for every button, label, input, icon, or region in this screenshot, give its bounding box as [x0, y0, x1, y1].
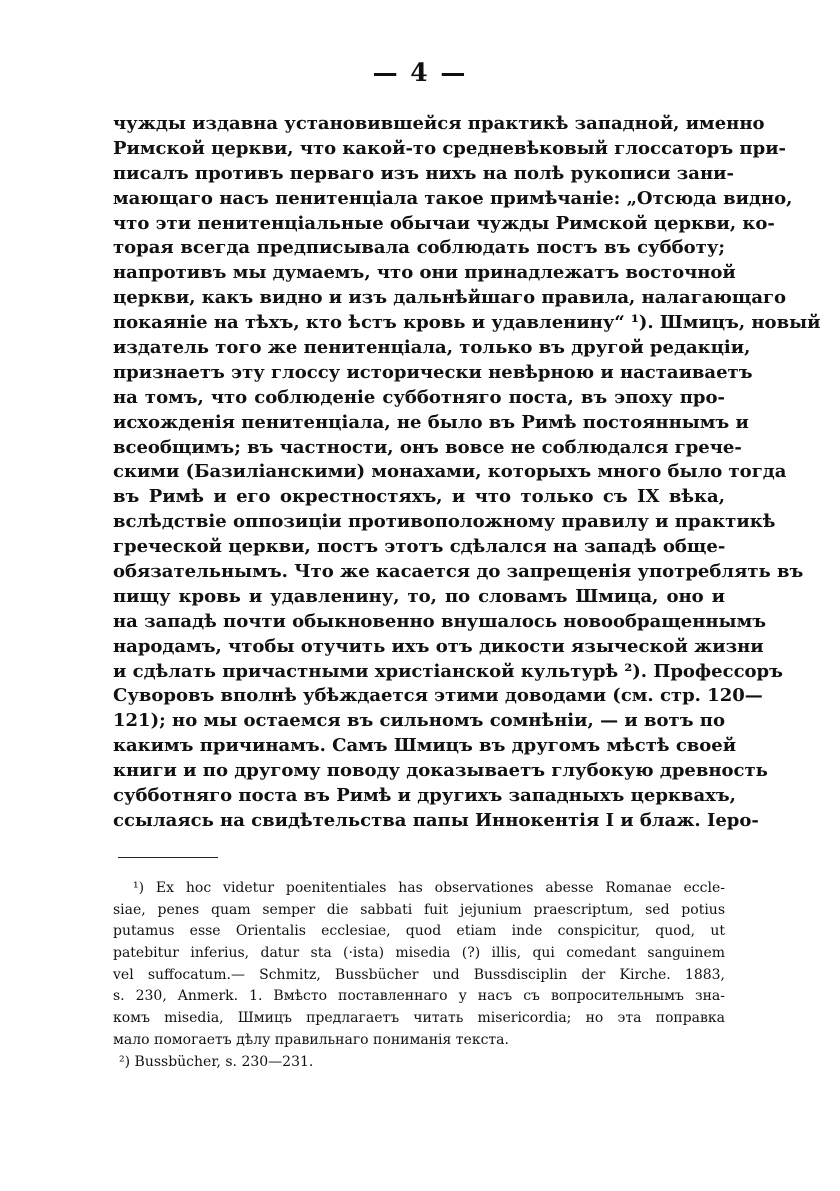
text-line: вслѣдствіе оппозиціи противоположному правилу и практикѣ — [113, 511, 776, 533]
text-line: Суворовъ вполнѣ убѣждается этими доводами (см. стр. 120— — [113, 685, 763, 707]
text-line: чужды издавна установившейся практикѣ западной, именно — [113, 113, 765, 134]
text-line: ссылаясь на свидѣтельства папы Иннокентія I и блаж. Іеро- — [113, 809, 759, 831]
text-line: мающаго насъ пенитенціала такое примѣчаніе: „Отсюда видно, — [113, 187, 793, 209]
footnote-divider — [118, 857, 218, 858]
text-line: въ Римѣ и его окрестностяхъ, и что только съ IX вѣка, — [113, 486, 725, 508]
text-line: покаяніе на тѣхъ, кто ѣстъ кровь и удавленину“ ¹). Шмицъ, новый — [113, 312, 821, 334]
footnote-1-line: ¹) Ex hoc videtur poenitentiales has observationes abesse Romanae eccle- — [133, 880, 725, 896]
text-line: какимъ причинамъ. Самъ Шмицъ въ другомъ мѣстѣ своей — [113, 735, 737, 757]
text-line: всеобщимъ; въ частности, онъ вовсе не соблюдался грече- — [113, 436, 742, 458]
text-line: признаетъ эту глоссу исторически невѣрною и настаиваетъ — [113, 361, 753, 383]
footnote-1-line: s. 230, Anmerk. 1. Вмѣсто поставленнаго у насъ съ вопросительнымъ зна- — [113, 988, 725, 1005]
text-line: народамъ, чтобы отучить ихъ отъ дикости языческой жизни — [113, 635, 764, 657]
text-line: писалъ противъ перваго изъ нихъ на полѣ рукописи зани- — [113, 162, 734, 184]
page-number: — 4 — — [372, 58, 468, 87]
text-line: 121); но мы остаемся въ сильномъ сомнѣніи, — и вотъ по — [113, 710, 725, 732]
footnote-1-line: мало помогаетъ дѣлу правильнаго пониманія текста. — [113, 1031, 509, 1048]
footnote-1-line: vel suffocatum.— Schmitz, Bussbücher und Bussdisciplin der Kirche. 1883, — [113, 966, 725, 983]
text-line: греческой церкви, постъ этотъ сдѣлался на западѣ обще- — [113, 536, 726, 558]
text-line: пищу кровь и удавленину, то, по словамъ Шмица, оно и — [113, 585, 725, 607]
text-line: Римской церкви, что какой-то средневѣковый глоссаторъ при- — [113, 137, 787, 159]
footnote-2: ²) Bussbücher, s. 230—231. — [119, 1053, 314, 1070]
text-line: и сдѣлать причастными христіанской культурѣ ²). Профессоръ — [113, 660, 783, 682]
text-line: скими (Базиліанскими) монахами, которыхъ много было тогда — [113, 461, 787, 483]
footnote-1-line: patebitur inferius, datur sta (·ista) misedia (?) illis, qui comedant sanguinem — [113, 945, 725, 962]
text-line: книги и по другому поводу доказываетъ глубокую древность — [113, 760, 768, 782]
main-text — [113, 112, 821, 834]
footnotes — [113, 878, 725, 1073]
text-line: церкви, какъ видно и изъ дальнѣйшаго правила, налагающаго — [113, 287, 787, 309]
text-line: исхожденія пенитенціала, не было въ Римѣ постояннымъ и — [113, 411, 749, 433]
text-line: на западѣ почти обыкновенно внушалось новообращеннымъ — [113, 610, 767, 632]
text-line: обязательнымъ. Что же касается до запрещенія употреблять въ — [113, 561, 804, 583]
text-line: издатель того же пенитенціала, только въ другой редакціи, — [113, 337, 751, 359]
text-line: торая всегда предписывала соблюдать постъ въ субботу; — [113, 237, 725, 259]
text-line: что эти пенитенціальные обычаи чужды Римской церкви, ко- — [113, 212, 775, 234]
footnote-1-line: siae, penes quam semper die sabbati fuit jejunium praescriptum, sed potius — [113, 901, 725, 918]
footnote-1-line: комъ misedia, Шмицъ предлагаетъ читать misericordia; но эта поправка — [113, 1010, 725, 1027]
text-line: субботняго поста въ Римѣ и другихъ западныхъ церквахъ, — [113, 785, 736, 807]
text-line: напротивъ мы думаемъ, что они принадлежатъ восточной — [113, 262, 736, 284]
footnote-1-line: putamus esse Orientalis ecclesiae, quod etiam inde conspicitur, quod, ut — [113, 923, 725, 940]
text-line: на томъ, что соблюденіе субботняго поста, въ эпоху про- — [113, 386, 725, 408]
